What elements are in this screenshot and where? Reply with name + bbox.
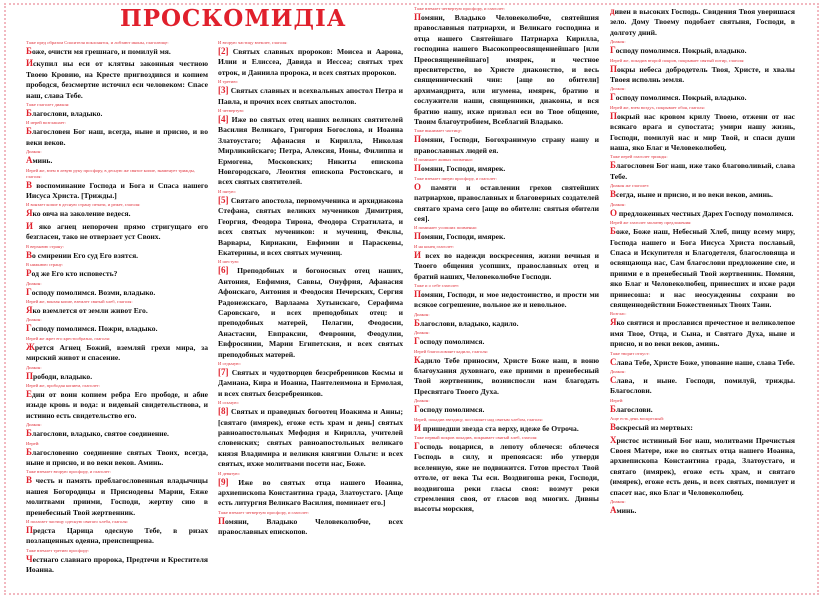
liturgical-text: Помяни, Владыко Человеколюбче, святейшия православныя патриархи, и Великаго господина и отца нашего Святейшаго Патриарха Кирилла, господина нашего Высокопреосвященнейшаго [или Преосвященнейшаго] имярек, и честное пресвитерство, во Христе диаконство, и весь священнический чин: [аще во обители] архимандрита, или игумена, имярек, братию и сослужители наши, священники, диаконы, и вся братию нашу, ихже призвал еси во Твое общение, Твоим благоутробием, Всеблагий Владыко. bbox=[414, 12, 599, 127]
liturgical-text: И пришедши звезда ста верху, идеже бе Отроча. bbox=[414, 422, 579, 433]
rubric: Иерей же, покадив второй покров, покрывает святый потир, глаголя: bbox=[610, 57, 745, 63]
liturgical-text: Господу помолимся. Возми, владыко. bbox=[26, 286, 156, 297]
liturgical-text: Помяни, Господи, и мое недостоинство, и прости ми всякое согрешение, вольное же и невольное. bbox=[414, 288, 599, 310]
liturgical-text: О предложенных честных Дарех Господу помолимся. bbox=[610, 207, 794, 218]
text-block bbox=[26, 441, 208, 469]
text-block bbox=[414, 128, 599, 156]
rubric: Диакон: bbox=[414, 311, 430, 317]
text-block bbox=[414, 157, 599, 174]
text-column-1 bbox=[26, 40, 208, 586]
text-block bbox=[610, 220, 795, 310]
rubric: Таже вземлет пятую просфору, и глаголет: bbox=[414, 175, 497, 181]
rubric: И третию: bbox=[218, 79, 239, 85]
liturgical-text: [6] Преподобных и богоносных отец наших, Антония, Евфимия, Саввы, Онуфрия, Афанасия Афонскаго, Антония и Феодосия Печерских, Сергия Радонежскаго, Варлаама Хутынскаго, Серафима Саровскаго, и всех преподобных отец: и преподобных матерей, Пелагии, Феодосии, Анастасии, Евпраксии, Февронии, Феодулии, Евфросинии, Марии Египетския, и всех святых преподобных матерей. bbox=[218, 265, 403, 359]
rubric: Таже пред образом Спасителя поклонятся, и лобзают иконы, глаголюще: bbox=[26, 40, 169, 45]
rubric: И вонзает копие в десную страну печати, и режет, глаголя: bbox=[26, 202, 141, 208]
liturgical-text: [4] Иже во святых отец наших великих святителей Василия Великаго, Григория Богослова, и Иоанна Златоустаго; Афанасия и Кирилла, Николая Мирликийскаго; Петра, Алексия, Ионы, Филиппа и Ермогена, Московских; Никиты епископа Новгородскаго, Леонтия епископа Ростовскаго, и всех святых святителей. bbox=[218, 114, 403, 187]
liturgical-text: В честь и память преблагословенныя владычицы нашея Богородицы и Приснодевы Марии, Еяже молитвами приими, Господи, жертву сию в пренебесный Твой жертвенник. bbox=[26, 475, 208, 517]
text-block bbox=[26, 422, 208, 439]
rubric: Диакон: bbox=[26, 280, 42, 286]
rubric: Возглас: bbox=[610, 311, 627, 317]
text-block bbox=[26, 281, 208, 298]
rubric: Таже вземлет вторую просфору, и глаголет: bbox=[26, 469, 111, 475]
liturgical-text: Помяни, Господи, Богохранимую страну нашу и православных людей ея. bbox=[414, 134, 599, 155]
liturgical-text: Яко святися и прославися пречестное и великолепое имя Твое, Отца, и Сына, и Святаго Духа, ныне и присно, и во веки веков, аминь. bbox=[610, 317, 795, 349]
liturgical-text: Благослови. bbox=[610, 403, 653, 414]
liturgical-text: Христос истинный Бог наш, молитвами Пречистыя Своея Матере, иже во святых отца нашего Иоанна, архиепископа Константина града, Златоустаго, и святаго (имярек), егоже есть храм, и святаго (имярек), егоже есть день, и всех святых, помилует и спасет нас, яко Благ и Человеколюбец. bbox=[610, 434, 795, 497]
liturgical-text: дивен в высоких Господь. Свидения Твоя уверишася зело. Дому Твоему подобает святыня, Господи, в долготу дний. bbox=[610, 6, 795, 37]
liturgical-text: Благослови, владыко. bbox=[26, 108, 103, 119]
text-block bbox=[414, 349, 599, 398]
rubric: Таже первый покров покадив, покрывает святый хлеб, глаголя: bbox=[414, 435, 538, 440]
rubric: Иерей же, взем воздух, покрывает обоя, глаголя: bbox=[610, 104, 705, 110]
rubric: Таже вземлет четвертую просфору, и глаголет: bbox=[218, 509, 310, 515]
text-block bbox=[218, 79, 403, 107]
text-block bbox=[26, 40, 208, 57]
rubric: Диакон: bbox=[610, 39, 626, 45]
rubric: Иерей благословляет кадило, глаголя: bbox=[414, 348, 488, 354]
text-block bbox=[610, 105, 795, 154]
rubric: Иерей: bbox=[26, 440, 40, 446]
liturgical-text: Помяни, Господи, имярек. bbox=[414, 163, 506, 174]
liturgical-text: Благослови, владыко, кадило. bbox=[414, 317, 519, 328]
liturgical-text: Аминь. bbox=[610, 505, 637, 516]
text-block bbox=[26, 469, 208, 518]
rubric: Диакон: bbox=[610, 86, 626, 92]
liturgical-text: Всегда, ныне и присно, и во веки веков, аминь. bbox=[610, 189, 773, 200]
text-block bbox=[26, 102, 208, 119]
text-block bbox=[414, 330, 599, 347]
rubric: И четвертую: bbox=[218, 108, 245, 114]
rubric: И шестую: bbox=[218, 259, 240, 265]
liturgical-text: Благословен Бог наш, иже тако благоволивый, слава Тебе. bbox=[610, 160, 795, 181]
text-block bbox=[26, 299, 208, 316]
rubric: Диакон: bbox=[610, 368, 626, 374]
liturgical-text: Благослови, владыко, святое соединение. bbox=[26, 428, 169, 439]
liturgical-text: Господу помолимся. Покрый, владыко. bbox=[610, 92, 747, 103]
rubric: Диакон же глаголет: bbox=[610, 183, 650, 189]
rubric: Диакон: bbox=[26, 422, 42, 428]
text-block bbox=[218, 510, 403, 538]
liturgical-text: Аминь. bbox=[26, 155, 53, 166]
text-block bbox=[610, 39, 795, 56]
rubric: И пятую: bbox=[218, 188, 236, 194]
text-block bbox=[218, 471, 403, 509]
rubric: В нижнюю страну: bbox=[26, 262, 64, 268]
liturgical-text: Боже, Боже наш, Небесный Хлеб, пищу всему миру, Господа нашего и Бога Иисуса Христа пославый, Спаса и Искупителя и Благодетеля, благословяща и освящающа нас, Сам благослови предложение сие, и приими е в пренебесный Твой жертвенник. Помяни, яко Благ и Человеколюбец, принесших и ихже ради принесоша: и нас неосужденны сохрани во священнодействии Божественных Твоих Таин. bbox=[610, 226, 795, 309]
liturgical-text: Помяни, Владыко Человеколюбче, всех православных епископов. bbox=[218, 515, 403, 537]
text-block bbox=[26, 383, 208, 421]
rubric: В верхнюю страну: bbox=[26, 243, 64, 249]
rubric: Таже вземлет четвертую просфору, и глаголет: bbox=[414, 6, 506, 11]
text-column-3 bbox=[414, 6, 599, 586]
liturgical-text: Господу помолимся. bbox=[414, 404, 485, 415]
liturgical-text: Род же Его кто исповесть? bbox=[26, 268, 118, 279]
text-block bbox=[610, 154, 795, 182]
text-block bbox=[26, 221, 208, 243]
text-block bbox=[218, 361, 403, 399]
rubric: И девятую: bbox=[218, 470, 241, 476]
rubric: Диакон: bbox=[26, 149, 42, 155]
text-block bbox=[26, 519, 208, 547]
text-block bbox=[610, 351, 795, 368]
rubric: И осьмую: bbox=[218, 400, 239, 406]
rubric: Диакон: bbox=[414, 330, 430, 336]
text-block bbox=[610, 369, 795, 397]
rubric: Иерей же жрет его крестообразно, глаголя: bbox=[26, 335, 110, 341]
rubric: Иерей, покадив звездицу, поставляет над святым хлебом, глаголя: bbox=[414, 416, 543, 422]
rubric: И поминает усопших поименно: bbox=[414, 225, 478, 231]
liturgical-text: [9] Иже во святых отца нашего Иоанна, архиепископа Константина града, Златоустаго. [Аще есть литургия Великаго Василия, поминает его.] bbox=[218, 476, 403, 508]
rubric: Таже глаголет диакон: bbox=[26, 102, 70, 108]
liturgical-text: Господу помолимся. bbox=[414, 336, 485, 347]
text-block bbox=[26, 336, 208, 364]
text-block bbox=[218, 259, 403, 360]
liturgical-text: И всех во надежди воскресения, жизни вечныя и Твоего общения усопших, православных отец и братий наших, Человеколюбче Господи. bbox=[414, 249, 599, 281]
rubric: Диакон: bbox=[414, 398, 430, 404]
text-block bbox=[610, 416, 795, 433]
liturgical-text: Слава, и ныне. Господи, помилуй, трижды. Благослови. bbox=[610, 374, 795, 396]
liturgical-text: [5] Святаго апостола, первомученика и архидиакона Стефана, святых великих мучеников Димитрия, Георгия, Феодора Тирона, Феодора Стратилата, и всех святых мучеников: и мучениц, Феклы, Варвары, Кириакии, Евфимии и Параскевы, Екатерины, и всех святых мучениц. bbox=[218, 194, 403, 257]
text-block bbox=[610, 183, 795, 200]
liturgical-text: Воскресый из мертвых: bbox=[610, 422, 693, 433]
text-block bbox=[26, 149, 208, 166]
rubric: Диакон: bbox=[26, 317, 42, 323]
rubric: И седьмую: bbox=[218, 360, 241, 366]
liturgical-text: Прободи, владыко. bbox=[26, 370, 93, 381]
text-block bbox=[414, 398, 599, 415]
liturgical-text: Благословен Бог наш, всегда, ныне и присно, и во веки веков. bbox=[26, 126, 208, 147]
rubric: Иерей же, прободая копием, глаголет: bbox=[26, 382, 100, 388]
liturgical-text: Господь воцарися, в лепоту облечеся: облечеся Господь в силу, и препоясася: ибо утверди вселенную, яже не подвижится. Готов престол Твой оттоле, от века Ты еси. Воздвигоша реки, Господи, воздвигоша реки гласы своя: возмут реки стремления своя, от гласов вод многих. Дивны высоты морския, bbox=[414, 441, 599, 514]
rubric: Иерей же, вонзая копие, вземлет святый хлеб, глаголя: bbox=[26, 298, 133, 304]
rubric: Диакон: bbox=[610, 201, 626, 207]
liturgical-text: Во смирении Его суд Его взятся. bbox=[26, 249, 139, 260]
text-block bbox=[414, 283, 599, 311]
liturgical-text: Боже, очисти мя грешнаго, и помилуй мя. bbox=[26, 46, 171, 56]
rubric: Иерей же глаголет молитву предложения: bbox=[610, 220, 692, 226]
liturgical-text: И яко агнец непорочен прямо стригущаго его безгласен, тако не отверзает уст Своих. bbox=[26, 220, 208, 242]
liturgical-text: Един от воин копием ребра Его прободе, и абие изыде кровь и вода: и видевый свидетельствова, и истинно есть свидетельство его. bbox=[26, 388, 208, 420]
text-block bbox=[218, 189, 403, 258]
text-block bbox=[414, 225, 599, 242]
text-block bbox=[610, 499, 795, 516]
liturgical-text: Господу помолимся. Пожри, владыко. bbox=[26, 323, 158, 334]
liturgical-text: Слава Тебе, Христе Боже, упование наше, слава Тебе. bbox=[610, 356, 795, 367]
text-block bbox=[26, 58, 208, 101]
liturgical-text: Яко овча на заколение ведеся. bbox=[26, 208, 131, 219]
rubric: И на конец глаголет: bbox=[414, 243, 455, 249]
rubric: Диакон: bbox=[610, 499, 626, 505]
text-block bbox=[218, 108, 403, 188]
text-block bbox=[26, 317, 208, 334]
rubric: И поминает живых поименно: bbox=[414, 157, 474, 163]
liturgical-text: Благословенно соединение святых Твоих, всегда, ныне и присно, и во веки веков. Аминь. bbox=[26, 446, 208, 467]
text-column-2 bbox=[218, 40, 403, 586]
liturgical-text: Честнаго славнаго пророка, Предтечи и Крестителя Иоанна. bbox=[26, 553, 208, 575]
page-title: ПРОСКОМИДІА bbox=[120, 5, 347, 32]
liturgical-text: Жрется Агнец Божий, вземляй грехи мира, за мирский живот и спасение. bbox=[26, 341, 208, 363]
text-block bbox=[610, 86, 795, 103]
rubric: Таже творит отпуст: bbox=[610, 350, 650, 356]
rubric: Иерей же, взем в левую руку просфору, в десную же святое копие, знаменует трижды, глаголя: bbox=[26, 167, 195, 179]
liturgical-text: Яко вземлется от земли живот Его. bbox=[26, 304, 148, 315]
liturgical-text: Господу помолимся. Покрый, владыко. bbox=[610, 45, 747, 56]
rubric: И иерей возглашает: bbox=[26, 120, 67, 126]
text-block bbox=[26, 168, 208, 202]
liturgical-text: Предста Царица одесную Тебе, в ризах позлащенных одеяна, преиспещрена. bbox=[26, 525, 208, 546]
text-column-4 bbox=[610, 6, 795, 586]
text-block bbox=[26, 365, 208, 382]
text-block bbox=[218, 400, 403, 469]
text-block bbox=[414, 312, 599, 329]
text-block bbox=[414, 244, 599, 282]
text-block bbox=[26, 120, 208, 148]
liturgical-text: [8] Святых и праведных богоотец Иоакима и Анны; [святаго (имярек), егоже есть храм и день] святых равноапостольных Мефодия и Кирилла, учителей словенских; святых равноапостольных великаго князя Владимира и великия княгини Ольги: и всех святых, ихже молитвами посети нас, Боже. bbox=[218, 406, 403, 469]
liturgical-text: В воспоминание Господа и Бога и Спаса нашего Иисуса Христа. [Трижды.] bbox=[26, 179, 208, 201]
text-block bbox=[414, 417, 599, 434]
liturgical-text: Покрый нас кровом крилу Твоею, отжени от нас всякаго врага и супостата; умири нашу жизнь, Господи, помилуй нас и мир Твой, и спаси души наша, яко Благ и Человеколюбец. bbox=[610, 110, 795, 153]
text-block bbox=[610, 6, 795, 38]
rubric: Таже и о себе глаголет: bbox=[414, 282, 460, 288]
liturgical-text: Искупил ны еси от клятвы законныя честною Твоею Кровию, на Кресте пригвоздився и копием прободся, безсмертие источил еси человеком: Спасе наш, слава Тебе. bbox=[26, 58, 208, 100]
text-block bbox=[610, 311, 795, 349]
text-block bbox=[610, 202, 795, 219]
liturgical-text: О памяти и оставлении грехов святейших патриархов, православных и благоверных создателей святаго храма сего [аще во обители: святыя обители сея]. bbox=[414, 181, 599, 223]
text-block bbox=[218, 40, 403, 78]
text-block bbox=[414, 176, 599, 225]
rubric: И вторую частицу вземлет, глаголя: bbox=[218, 40, 288, 45]
rubric: Таже вынимает частицу: bbox=[414, 128, 463, 134]
rubric: Таже вземлет третию просфору: bbox=[26, 547, 90, 553]
text-block bbox=[610, 435, 795, 498]
text-block bbox=[414, 435, 599, 515]
text-block bbox=[26, 262, 208, 279]
liturgical-text: Помяни, Господи, имярек. bbox=[414, 231, 506, 242]
text-block bbox=[610, 58, 795, 86]
liturgical-text: [7] Святых и чудотворцев безсребреников Космы и Дамиана, Кира и Иоанна, Пантелеимона и Ермолая, и всех святых безсребреников. bbox=[218, 366, 403, 398]
liturgical-text: Покры небеса добродетель Твоя, Христе, и хвалы Твоея исполнь земля. bbox=[610, 63, 795, 85]
text-block bbox=[610, 398, 795, 415]
rubric: Таже иерей глаголет трижды: bbox=[610, 154, 668, 160]
liturgical-text: [2] Святых славных пророков: Моисеа и Аарона, Илии и Елиссеа, Давида и Иессеа; святых трех отрок, и Даниила пророка, и всех святых пророков. bbox=[218, 46, 403, 77]
text-block bbox=[414, 6, 599, 127]
text-block bbox=[26, 244, 208, 261]
text-block bbox=[26, 548, 208, 576]
rubric: Аще есть день воскресный: bbox=[610, 416, 665, 422]
liturgical-text: Кадило Тебе приносим, Христе Боже наш, в воню благоухания духовнаго, еже приими в пренебесный Твой жертвенник, возниспосли нам благодать Пресвятаго Твоего Духа. bbox=[414, 354, 599, 396]
text-block bbox=[26, 202, 208, 219]
rubric: Диакон: bbox=[26, 364, 42, 370]
rubric: Иерей: bbox=[610, 397, 624, 403]
liturgical-text: [3] Святых славных и всехвальных апостол Петра и Павла, и прочих всех святых апостолов. bbox=[218, 85, 403, 106]
rubric: И полагает частицу одесную святаго хлеба, глаголя: bbox=[26, 519, 128, 524]
